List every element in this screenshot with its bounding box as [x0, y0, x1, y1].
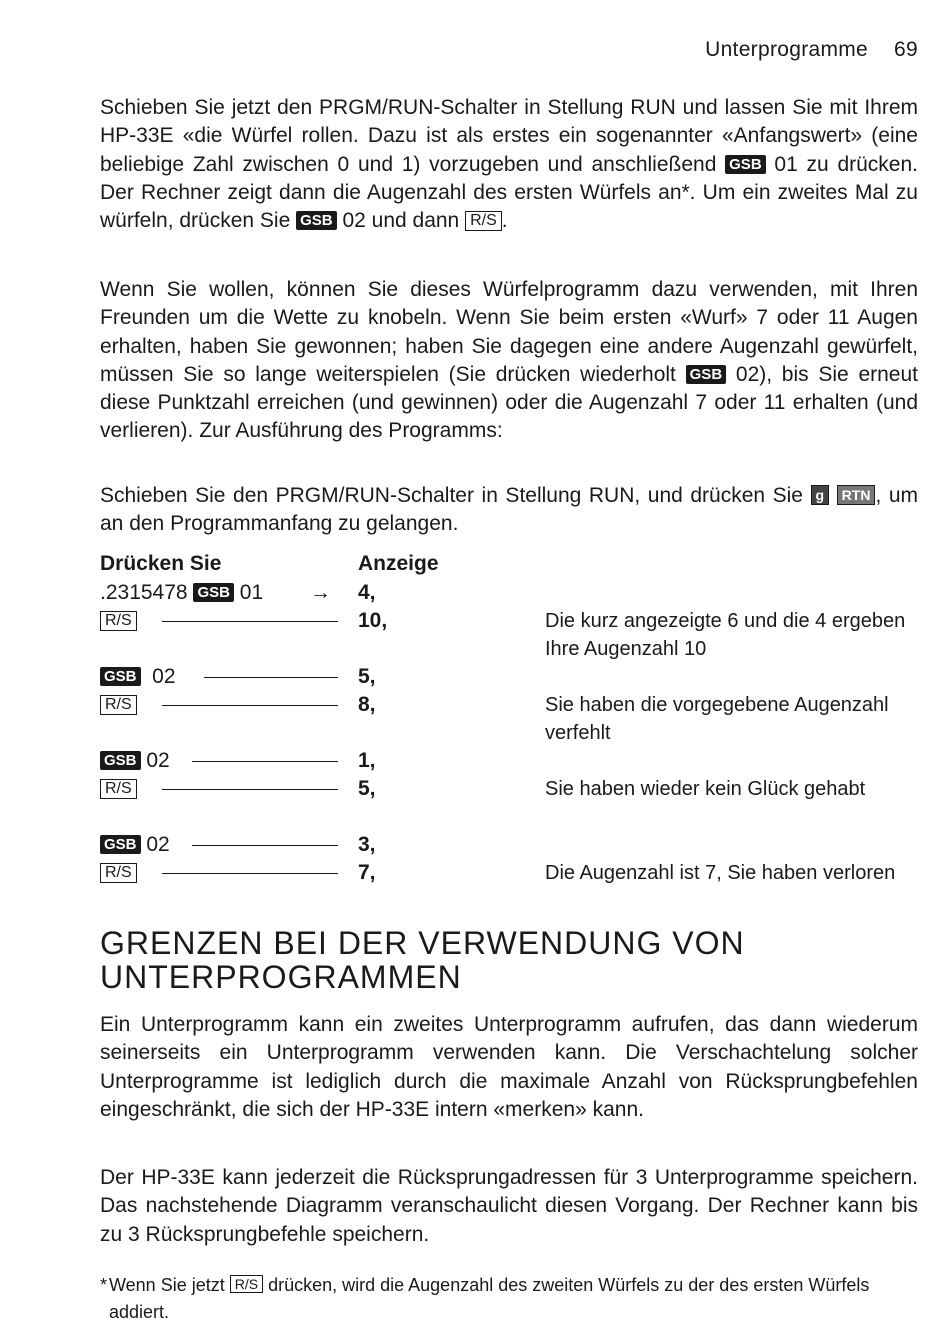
gsb-key: GSB — [686, 365, 727, 384]
text: 01 — [233, 581, 264, 604]
keys-cell — [100, 607, 137, 635]
display-value: 7, — [358, 861, 376, 884]
text: 02), bis Sie erneut diese Punktzahl erreichen (und gewinnen) oder die Augenzahl 7 oder 11 erhalten (und verlieren). Zur Ausführung des Programms: — [100, 362, 919, 443]
gsb-key: GSB — [725, 155, 766, 174]
leader-line — [162, 873, 338, 874]
row-note: Sie haben die vorgegebene Augenzahl verfehlt — [545, 694, 889, 744]
text: Wenn Sie jetzt — [109, 1275, 230, 1295]
display-value: 5, — [358, 777, 376, 800]
table-row — [100, 775, 550, 803]
rs-key: R/S — [100, 695, 137, 715]
text: 02 — [140, 665, 176, 688]
heading-line: GRENZEN BEI DER VERWENDUNG VON — [100, 925, 745, 961]
text: Schieben Sie jetzt den PRGM/RUN-Schalter in Stellung RUN und lassen Sie mit Ihrem HP-33E «die Würfel rollen. Dazu ist als erstes ein sogenannter «Anfangswert» (eine beliebige Zahl zwischen 0 und 1) vorzugeben und anschließend — [100, 96, 918, 176]
keys-cell — [100, 663, 176, 691]
table-row — [100, 747, 550, 775]
table-row — [100, 831, 550, 859]
table-row — [100, 607, 550, 635]
paragraph-nesting: Ein Unterprogramm kann ein zweites Unterprogramm aufrufen, das dann wiederum seinerseits ein Unterprogramm verwenden kann. Die Verschachtelung solcher Unterprogramme ist lediglich durch die maximale Anzahl von Rücksprungbefehlen eingeschränkt, die sich der HP-33E intern «merken» kann. — [100, 1013, 918, 1121]
row-note: Sie haben wieder kein Glück gehabt — [545, 778, 866, 800]
leader-line — [192, 761, 338, 762]
page-number: 69 — [894, 38, 918, 61]
header-title: Unterprogramme — [705, 38, 869, 61]
table-row — [100, 691, 550, 719]
rs-key: R/S — [465, 211, 502, 231]
rs-key: R/S — [100, 779, 137, 799]
gsb-key: GSB — [296, 211, 337, 230]
table-row — [100, 663, 550, 691]
gsb-key: GSB — [100, 667, 141, 686]
display-value: 1, — [358, 749, 376, 772]
display-value: 4, — [358, 581, 376, 604]
display-value: 3, — [358, 833, 376, 856]
right-arrow-icon: → — [310, 581, 331, 604]
gsb-key: GSB — [100, 751, 141, 770]
text: , um an den Programmanfang zu gelangen. — [100, 484, 918, 536]
heading-line: UNTERPROGRAMMEN — [100, 959, 462, 995]
g-key: g — [811, 485, 830, 505]
keys-cell — [100, 831, 170, 859]
display-value: 10, — [358, 609, 388, 632]
rs-key: R/S — [230, 1275, 263, 1293]
keys-cell — [100, 691, 137, 719]
text: .2315478 — [100, 581, 194, 604]
section-heading — [100, 926, 918, 994]
gsb-key: GSB — [100, 835, 141, 854]
text: 02 — [140, 749, 170, 772]
leader-line — [192, 845, 338, 846]
leader-line — [162, 621, 338, 622]
leader-line — [204, 677, 338, 678]
footnote-mark: * — [100, 1275, 108, 1295]
text: drücken, wird die Augenzahl des zweiten Würfels zu der des ersten Würfels addiert. — [109, 1275, 870, 1322]
paragraph-game-rules — [100, 276, 918, 446]
rs-key: R/S — [100, 863, 137, 883]
running-header — [100, 38, 918, 62]
text: Wenn Sie wollen, können Sie dieses Würfelprogramm dazu verwenden, mit Ihren Freunden um die Wette zu knobeln. Wenn Sie beim ersten «Wurf» 7 oder 11 Augen erhalten, haben Sie gewonnen; haben Sie dagegen eine andere Augenzahl gewürfelt, müssen Sie so lange weiterspielen (Sie drücken wiederholt — [100, 278, 918, 386]
keys-cell — [100, 859, 137, 887]
rtn-key: RTN — [837, 485, 876, 505]
leader-line — [162, 705, 338, 706]
text: 01 zu drücken. Der Rechner zeigt dann die Augenzahl des ersten Würfels an*. Um ein zweites Mal zu würfeln, drücken Sie — [100, 152, 918, 233]
keys-cell — [100, 775, 137, 803]
display-value: 5, — [358, 665, 376, 688]
leader-line — [162, 789, 338, 790]
row-note: Die Augenzahl ist 7, Sie haben verloren — [545, 862, 896, 884]
column-header-display: Anzeige — [358, 552, 439, 575]
gsb-key: GSB — [193, 583, 234, 602]
display-value: 8, — [358, 693, 376, 716]
paragraph-return-addresses: Der HP-33E kann jederzeit die Rücksprungadressen für 3 Unterprogramme speichern. Das nachstehende Diagramm veranschaulicht diesen Vorgang. Der Rechner kann bis zu 3 Rücksprungbefehle speichern. — [100, 1166, 918, 1246]
text: . — [501, 209, 508, 233]
paragraph-run-instructions — [100, 482, 918, 539]
table-row — [100, 579, 550, 607]
keys-cell — [100, 579, 263, 607]
row-note: Die kurz angezeigte 6 und die 4 ergeben Ihre Augenzahl 10 — [545, 610, 906, 660]
column-header-keys: Drücken Sie — [100, 552, 222, 575]
text: 02 — [140, 833, 170, 856]
footnote-text — [100, 1272, 918, 1326]
rs-key: R/S — [100, 611, 137, 631]
footnote — [100, 1272, 918, 1326]
table-row — [100, 859, 550, 887]
paragraph-dice-intro — [100, 94, 918, 235]
text: 02 und dann — [336, 209, 466, 233]
text: Schieben Sie den PRGM/RUN-Schalter in Stellung RUN, und drücken Sie — [100, 484, 811, 507]
keys-cell — [100, 747, 170, 775]
